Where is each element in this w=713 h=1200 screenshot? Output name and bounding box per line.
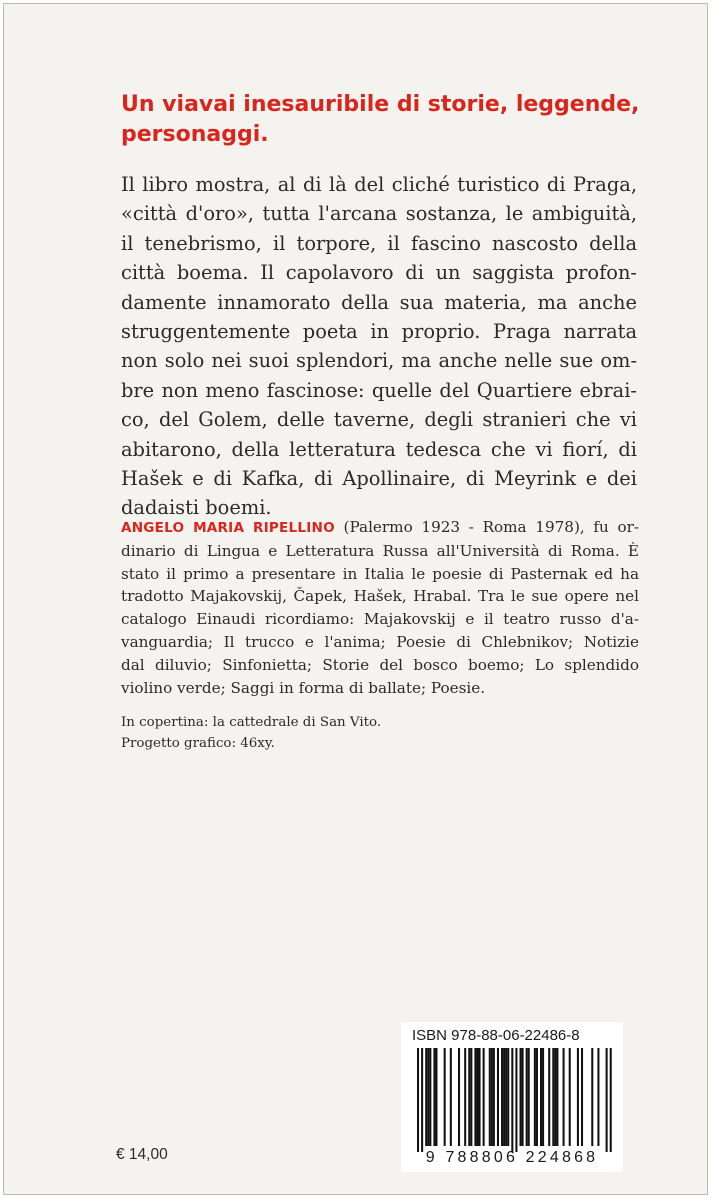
- barcode-bar: [548, 1048, 550, 1146]
- bio-line: dal diluvio; Sinfonietta; Storie del bosco boemo; Lo splendido: [121, 655, 639, 674]
- barcode-bar: [501, 1048, 503, 1146]
- bio-line: tradotto Majakovskij, Čapek, Hašek, Hrabal. Tra le sue opere nel: [121, 587, 639, 606]
- bio-line: vanguardia; Il trucco e l'anima; Poesie di Chlebnikov; Notizie: [121, 632, 639, 651]
- blurb-line: non solo nei suoi splendori, ma anche nelle sue om-: [121, 349, 637, 373]
- barcode: [401, 1022, 623, 1172]
- barcode-bar: [522, 1048, 524, 1146]
- barcode-bar: [534, 1048, 536, 1146]
- blurb-line: struggentemente poeta in proprio. Praga narrata: [121, 320, 637, 344]
- barcode-bars: [405, 1048, 619, 1152]
- barcode-bar: [464, 1048, 466, 1146]
- credits: [121, 712, 521, 754]
- barcode-bar: [554, 1048, 556, 1146]
- barcode-bar: [435, 1048, 437, 1146]
- tagline-line: personaggi.: [121, 122, 269, 147]
- barcode-bar: [468, 1048, 470, 1146]
- bio-line: catalogo Einaudi ricordiamo: Majakovskij e il teatro russo d'a-: [121, 610, 639, 629]
- blurb: [121, 170, 637, 523]
- barcode-bar: [581, 1048, 583, 1146]
- barcode-bar: [489, 1048, 491, 1146]
- barcode-bar: [491, 1048, 493, 1146]
- barcode-bar: [458, 1048, 460, 1146]
- barcode-bar: [474, 1048, 476, 1146]
- bio-line: [121, 516, 639, 540]
- tagline: [121, 90, 641, 150]
- barcode-bar: [433, 1048, 435, 1146]
- bio-line: stato il primo a presentare in Italia le poesie di Pasternak ed ha: [121, 564, 639, 583]
- blurb-line: città boema. Il capolavoro di un saggista profon-: [121, 261, 637, 285]
- barcode-bar: [542, 1048, 544, 1146]
- barcode-bar: [483, 1048, 485, 1146]
- bio-line: violino verde; Saggi in forma di ballate; Poesie.: [121, 678, 486, 697]
- barcode-bar: [597, 1048, 599, 1146]
- barcode-bar: [511, 1048, 513, 1152]
- barcode-bar: [540, 1048, 542, 1146]
- isbn-label: ISBN 978-88-06-22486-8: [412, 1027, 580, 1044]
- barcode-bar: [528, 1048, 530, 1146]
- barcode-bar: [425, 1048, 427, 1146]
- barcode-bar: [470, 1048, 472, 1146]
- barcode-bar: [421, 1048, 423, 1152]
- barcode-bar: [429, 1048, 431, 1146]
- author-name: ANGELO MARIA RIPELLINO: [121, 520, 335, 536]
- bio-line: dinario di Lingua e Letteratura Russa all'Università di Roma. È: [121, 541, 639, 560]
- barcode-bar: [536, 1048, 538, 1146]
- barcode-bar: [520, 1048, 522, 1146]
- blurb-line: damente innamorato della sua materia, ma anche: [121, 290, 637, 314]
- barcode-bar: [606, 1048, 608, 1152]
- blurb-line: bre non meno fascinose: quelle del Quartiere ebrai-: [121, 378, 637, 402]
- blurb-line: il tenebrismo, il torpore, il fascino nascosto della: [121, 231, 637, 255]
- barcode-bar: [552, 1048, 554, 1146]
- barcode-bar: [417, 1048, 419, 1152]
- barcode-bar: [427, 1048, 429, 1146]
- barcode-bar: [526, 1048, 528, 1146]
- barcode-bar: [556, 1048, 558, 1146]
- blurb-line: Hašek e di Kafka, di Apollinaire, di Meyrink e dei: [121, 467, 637, 491]
- barcode-bar: [476, 1048, 478, 1146]
- barcode-bar: [577, 1048, 579, 1146]
- blurb-line: abitarono, della letteratura tedesca che vi fiorí, di: [121, 437, 637, 461]
- blurb-line: «città d'oro», tutta l'arcana sostanza, le ambiguità,: [121, 202, 637, 226]
- blurb-line: dadaisti boemi.: [121, 496, 272, 520]
- barcode-bar: [479, 1048, 481, 1146]
- barcode-bar: [493, 1048, 495, 1146]
- barcode-bar: [569, 1048, 571, 1146]
- barcode-bar: [563, 1048, 565, 1146]
- blurb-line: Il libro mostra, al di là del cliché turistico di Praga,: [121, 173, 637, 196]
- barcode-bar: [591, 1048, 593, 1146]
- author-bio: [121, 516, 639, 699]
- cover-credit: In copertina: la cattedrale di San Vito.: [121, 715, 382, 730]
- price: € 14,00: [116, 1146, 168, 1163]
- tagline-line: Un viavai inesauribile di storie, leggende,: [121, 92, 640, 117]
- barcode-digits: 9 788806 224868: [425, 1149, 599, 1166]
- barcode-bar: [497, 1048, 499, 1146]
- barcode-bar: [610, 1048, 612, 1152]
- blurb-line: co, del Golem, delle taverne, degli stranieri che vi: [121, 408, 637, 432]
- barcode-bar: [507, 1048, 509, 1146]
- barcode-bar: [505, 1048, 507, 1146]
- bio-intro: (Palermo 1923 - Roma 1978), fu or-: [334, 518, 640, 536]
- barcode-bar: [450, 1048, 452, 1146]
- barcode-bar: [503, 1048, 505, 1146]
- barcode-bar: [515, 1048, 517, 1152]
- back-cover: [3, 3, 708, 1195]
- barcode-bar: [444, 1048, 446, 1146]
- design-credit: Progetto grafico: 46xy.: [121, 736, 275, 751]
